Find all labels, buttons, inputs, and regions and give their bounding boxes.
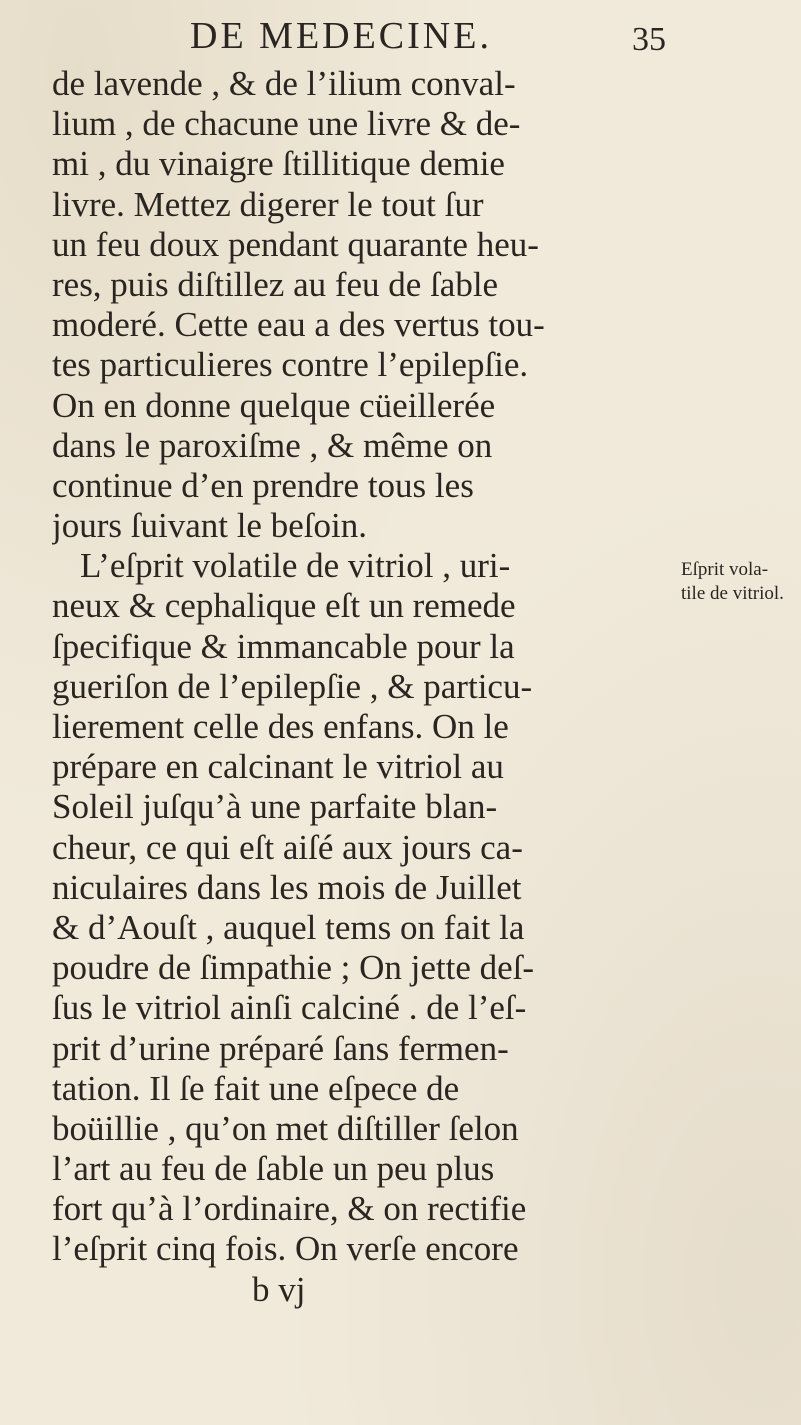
text-line: boüillie , qu’on met diſtiller ſelon <box>52 1108 519 1148</box>
text-line: moderé. Cette eau a des vertus tou- <box>52 305 545 345</box>
text-line: continue d’en prendre tous les <box>52 465 474 505</box>
page-number: 35 <box>632 21 666 58</box>
text-line: neux & cephalique eſt un remede <box>52 586 516 626</box>
margin-note-line: tile de vitriol. <box>681 583 784 604</box>
text-line: prépare en calcinant le vitriol au <box>52 747 504 787</box>
text-line: lium , de chacune une livre & de- <box>52 104 521 144</box>
text-line: livre. Mettez digerer le tout ſur <box>52 184 484 224</box>
text-line: de lavende , & de l’ilium conval- <box>52 64 516 103</box>
text-line: l’eſprit cinq fois. On verſe encore <box>52 1229 519 1269</box>
signature-mark: b vj <box>252 1269 306 1309</box>
body-text <box>52 64 652 1310</box>
text-line: ſus le vitriol ainſi calciné . de l’eſ- <box>52 988 527 1028</box>
running-title: DE MEDECINE. <box>190 15 492 57</box>
text-line: l’art au feu de ſable un peu plus <box>52 1149 495 1189</box>
text-line: On en donne quelque cüeillerée <box>52 385 496 425</box>
text-line: dans le paroxiſme , & même on <box>52 425 493 465</box>
text-line: lierement celle des enfans. On le <box>52 707 509 746</box>
text-line: tation. Il ſe fait une eſpece de <box>52 1068 460 1108</box>
text-line: niculaires dans les mois de Juillet <box>52 867 522 907</box>
text-line: poudre de ſimpathie ; On jette deſ- <box>52 948 535 988</box>
text-line: L’eſprit volatile de vitriol , uri- <box>80 546 511 586</box>
text-line: mi , du vinaigre ſtillitique demie <box>52 144 505 184</box>
text-line: & d’Aouſt , auquel tems on fait la <box>52 907 525 947</box>
page-header <box>0 10 801 60</box>
text-line: fort qu’à l’ordinaire, & on rectifie <box>52 1189 527 1229</box>
text-line: tes particulieres contre l’epilepſie. <box>52 345 529 385</box>
text-line: un feu doux pendant quarante heu- <box>52 224 539 264</box>
text-line: cheur, ce qui eſt aiſé aux jours ca- <box>52 827 523 867</box>
margin-note <box>681 558 796 606</box>
text-line: ſpecifique & immancable pour la <box>52 626 515 666</box>
text-line: res, puis diſtillez au feu de ſable <box>52 264 499 304</box>
text-line: gueriſon de l’epilepſie , & particu- <box>52 666 533 706</box>
margin-note-line: Eſprit vola- <box>681 559 769 580</box>
text-line: Soleil juſqu’à une parfaite blan- <box>52 787 498 827</box>
text-line: jours ſuivant le beſoin. <box>52 506 367 546</box>
text-line: prit d’urine préparé ſans fermen- <box>52 1028 509 1068</box>
